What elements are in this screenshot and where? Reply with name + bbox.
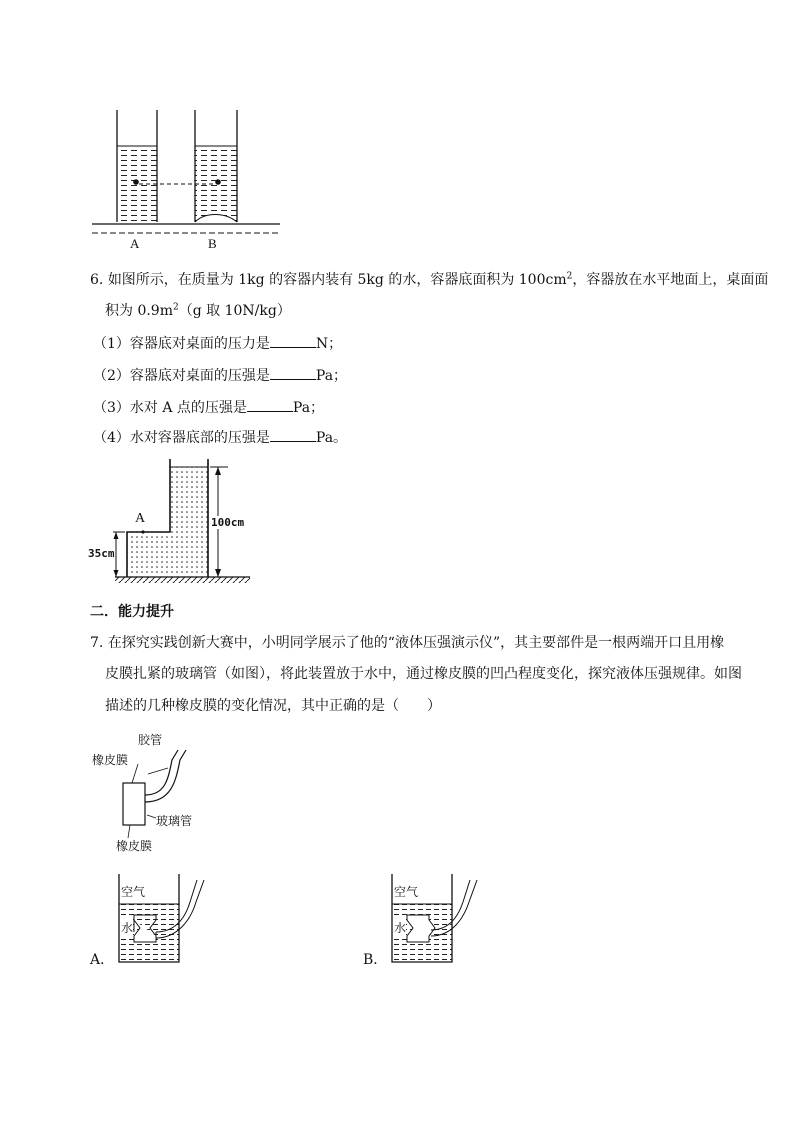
q6-number: 6.: [90, 272, 104, 288]
figure-pressure-device: [90, 730, 240, 860]
label-point-a: A: [135, 511, 146, 526]
figure-option-b: [385, 872, 495, 967]
label-glass-tube: 玻璃管: [156, 814, 193, 828]
pressure-device-diagram: [90, 730, 240, 860]
figure-l-container: [85, 455, 265, 590]
label-container-a: A: [130, 236, 140, 251]
q7-number: 7.: [90, 635, 104, 651]
q6-item-3: [93, 397, 324, 418]
section-title: 二．能力提升: [90, 604, 174, 620]
label-container-b: B: [208, 236, 217, 251]
q6-item-4-unit: Pa。: [315, 430, 348, 446]
q6-item-4-text: （4）水对容器底部的压强是: [93, 430, 270, 446]
option-a-air: 空气: [121, 885, 146, 899]
q6-item-1-unit: N；: [315, 336, 343, 352]
label-35cm: 35cm: [88, 547, 115, 560]
q7-line3: 描述的几种橡皮膜的变化情况，其中正确的是（ ）: [105, 698, 441, 714]
q6-item-4: [93, 427, 347, 448]
q7-line1-text: 在探究实践创新大赛中，小明同学展示了他的“液体压强演示仪”，其主要部件是一根两端开口且用橡: [107, 635, 725, 651]
q6-line1: [90, 270, 768, 290]
answer-blank-1[interactable]: [270, 333, 316, 348]
q6-line1-sup: 2: [566, 271, 573, 282]
q6-line2-after: （g 取 10N/kg）: [178, 303, 291, 319]
figure-two-containers: [90, 108, 290, 258]
answer-blank-2[interactable]: [270, 365, 316, 380]
q6-item-1-text: （1）容器底对桌面的压力是: [93, 336, 270, 352]
option-b-air: 空气: [394, 885, 419, 899]
figure-option-a: [112, 872, 222, 967]
q6-line2-sup: 2: [173, 302, 179, 313]
q7-line2: 皮膜扎紧的玻璃管（如图），将此装置放于水中，通过橡皮膜的凹凸程度变化，探究液体压强规律。如图: [105, 666, 742, 682]
answer-blank-3[interactable]: [247, 397, 293, 412]
containers-diagram: [90, 108, 290, 258]
q6-item-3-unit: Pa；: [292, 400, 325, 416]
option-a-water: 水: [121, 921, 134, 935]
q6-item-2-text: （2）容器底对桌面的压强是: [93, 368, 270, 384]
q6-line1-after: ，容器放在水平地面上，桌面面: [572, 272, 769, 288]
option-b-label[interactable]: B．: [363, 952, 388, 968]
label-membrane-bottom: 橡皮膜: [116, 839, 153, 853]
q7-line1: [90, 633, 724, 653]
answer-blank-4[interactable]: [270, 427, 316, 442]
q6-line1-text: 如图所示，在质量为 1kg 的容器内装有 5kg 的水，容器底面积为 100cm: [107, 272, 567, 288]
q6-item-3-text: （3）水对 A 点的压强是: [93, 400, 247, 416]
q6-item-1: [93, 333, 342, 354]
label-100cm: 100cm: [211, 516, 245, 529]
label-hose: 胶管: [138, 733, 163, 747]
label-membrane-top: 橡皮膜: [92, 753, 129, 767]
option-b-water: 水: [394, 921, 407, 935]
q6-line2: [105, 301, 291, 321]
q6-line2-text: 积为 0.9m: [105, 303, 173, 319]
q6-item-2: [93, 365, 347, 386]
q6-item-2-unit: Pa；: [315, 368, 348, 384]
option-a-label[interactable]: A．: [90, 952, 115, 968]
